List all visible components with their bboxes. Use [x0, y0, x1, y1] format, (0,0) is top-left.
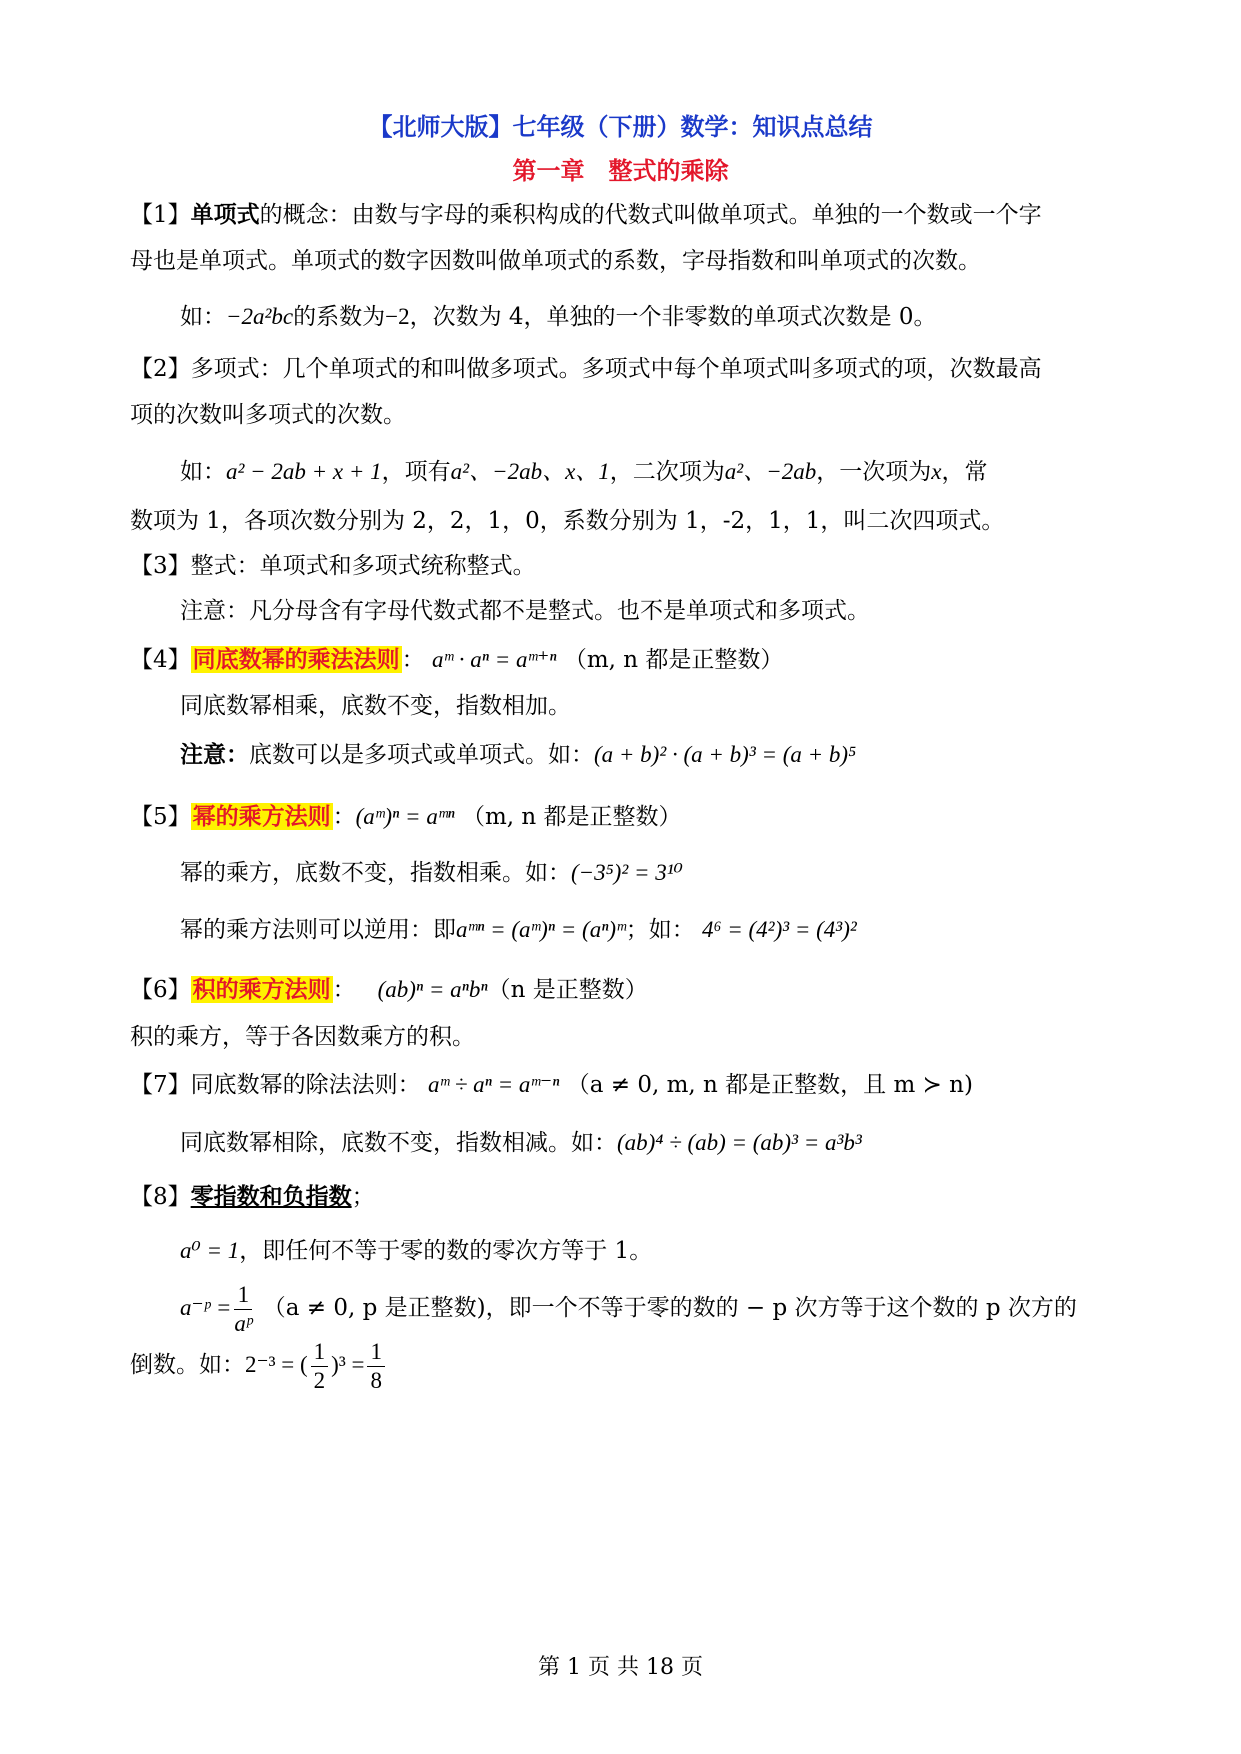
s2-line2: 项的次数叫多项式的次数。	[130, 402, 406, 428]
s8-negative-denominator: aᵖ	[234, 1310, 253, 1336]
s8-negative-text: （a ≠ 0, p 是正整数)，即一个不等于零的数的 − p 次方等于这个数的 p 次方的	[262, 1295, 1077, 1321]
s5-inverse-expr: aᵐⁿ = (aᵐ)ⁿ = (aⁿ)ᵐ	[456, 917, 626, 942]
s1-number: 【1】	[130, 202, 191, 228]
page-title	[0, 112, 1241, 142]
s5-inverse-mid: ；如：	[625, 917, 695, 943]
s8-example-f1-den: 2	[313, 1367, 326, 1393]
s4-note-text: 底数可以是多项式或单项式。如：	[249, 742, 594, 768]
s2-number: 【2】	[130, 356, 191, 382]
s1-line1	[130, 200, 1042, 230]
s6-colon: ：	[332, 977, 356, 1003]
s8-negative-lhs: a⁻ᵖ =	[180, 1295, 232, 1320]
s3-line1	[130, 551, 536, 581]
s8-zero-expr: a⁰ = 1	[180, 1238, 240, 1263]
s8-example-fraction-1	[311, 1338, 329, 1395]
s6-number: 【6】	[130, 977, 191, 1003]
s1-line2: 母也是单项式。单项式的数字因数叫做单项式的系数，字母指数和叫单项式的次数。	[130, 248, 981, 274]
s4-note	[180, 740, 856, 770]
s7-desc-expr: (ab)⁴ ÷ (ab) = (ab)³ = a³b³	[617, 1130, 862, 1155]
s8-negative	[180, 1278, 1077, 1338]
s2-example-text1: ，项有	[381, 459, 451, 485]
s7-line1	[130, 1070, 973, 1100]
s4-formula: aᵐ · aⁿ = aᵐ⁺ⁿ	[431, 647, 557, 672]
s2-line4: 数项为 1，各项次数分别为 2，2，1，0，系数分别为 1，-2，1，1，叫二次四项式。	[130, 508, 1005, 534]
s2-example-text4: ，常	[941, 459, 988, 485]
s5-inverse-example: 4⁶ = (4²)³ = (4³)²	[702, 917, 857, 942]
s2-example-linear: x	[931, 459, 942, 484]
s7-formula: aᵐ ÷ aⁿ = aᵐ⁻ⁿ	[427, 1072, 560, 1097]
s4-desc: 同底数幂相乘，底数不变，指数相加。	[180, 693, 571, 719]
s2-example-prefix: 如：	[180, 459, 226, 485]
s4-rule-highlight: 同底数幂的乘法法则	[192, 646, 400, 673]
s5-desc	[180, 858, 683, 888]
s2-example-text2: ，二次项为	[609, 459, 725, 485]
s6-condition: （n 是正整数）	[487, 977, 648, 1003]
s8-last-text: 倒数。如：	[130, 1352, 245, 1378]
s8-example-lhs: 2⁻³ = (	[245, 1352, 308, 1377]
s8-semicolon: ；	[351, 1184, 375, 1210]
page-footer: 第 1 页 共 18 页	[538, 1655, 703, 1680]
s5-number: 【5】	[130, 804, 191, 830]
s8-line1	[130, 1182, 375, 1212]
s8-last	[130, 1335, 388, 1395]
s5-rule-highlight: 幂的乘方法则	[192, 803, 331, 830]
s5-condition: （m, n 都是正整数）	[461, 804, 682, 830]
s8-number: 【8】	[130, 1184, 191, 1210]
s6-line1	[130, 975, 648, 1005]
s5-colon: ：	[332, 804, 356, 830]
s1-example-coef: −2	[385, 304, 410, 329]
s4-colon: ：	[401, 647, 425, 673]
s3-line1-text: 整式：单项式和多项式统称整式。	[190, 553, 536, 579]
s1-example-expr: −2a²bc	[226, 304, 294, 329]
s8-negative-fraction	[234, 1281, 252, 1338]
s7-number: 【7】	[130, 1072, 191, 1098]
s5-desc-text: 幂的乘方，底数不变，指数相乘。如：	[180, 860, 571, 886]
s7-rule: 同底数幂的除法法则：	[190, 1072, 421, 1098]
s8-example-fraction-2	[367, 1338, 385, 1395]
s4-note-expr: (a + b)² · (a + b)³ = (a + b)⁵	[594, 742, 857, 767]
s4-number: 【4】	[130, 647, 191, 673]
s2-example-quadratic: a²、−2ab	[724, 459, 817, 484]
s5-formula: (aᵐ)ⁿ = aᵐⁿ	[355, 804, 455, 829]
s5-line1	[130, 802, 682, 832]
s4-line1	[130, 645, 783, 675]
s5-inverse-text: 幂的乘方法则可以逆用：即	[180, 917, 456, 943]
s5-desc-expr: (−3⁵)² = 3¹⁰	[571, 860, 683, 885]
chapter-title: 第一章 整式的乘除	[512, 156, 729, 185]
s2-example-terms: a²、−2ab、x、1	[450, 459, 610, 484]
s2-example-text3: ，一次项为	[816, 459, 932, 485]
s5-inverse	[180, 915, 857, 945]
s8-zero-text: ，即任何不等于零的数的零次方等于 1。	[239, 1238, 653, 1264]
s2-line1-text: 多项式：几个单项式的和叫做多项式。多项式中每个单项式叫多项式的项，次数最高	[190, 356, 1042, 382]
s6-rule-highlight: 积的乘方法则	[192, 976, 331, 1003]
s8-rule: 零指数和负指数	[190, 1183, 352, 1210]
title-bracket: 【北师大版】	[368, 112, 513, 141]
s4-condition: （m, n 都是正整数）	[563, 647, 784, 673]
s8-negative-numerator: 1	[234, 1281, 252, 1310]
s2-example-expr: a² − 2ab + x + 1	[226, 459, 382, 484]
s8-example-f2-num: 1	[367, 1338, 385, 1367]
s7-desc-text: 同底数幂相除，底数不变，指数相减。如：	[180, 1130, 617, 1156]
s7-desc	[180, 1128, 862, 1158]
title-text: 七年级（下册）数学：知识点总结	[512, 112, 873, 141]
s1-example-text1: 的系数为	[293, 304, 386, 330]
s1-example-prefix: 如：	[180, 304, 226, 330]
s1-term: 单项式	[190, 201, 260, 228]
s2-line1	[130, 354, 1042, 384]
s3-number: 【3】	[130, 553, 191, 579]
s8-example-f1-num: 1	[311, 1338, 329, 1367]
s4-note-label: 注意：	[180, 741, 249, 768]
s1-example-text2: ，次数为 4，单独的一个非零数的单项式次数是 0。	[409, 304, 937, 330]
s6-desc: 积的乘方，等于各因数乘方的积。	[130, 1024, 475, 1050]
s8-example-mid: )³ =	[331, 1352, 365, 1377]
s1-line1-text: 的概念：由数与字母的乘积构成的代数式叫做单项式。单独的一个数或一个字	[259, 202, 1042, 228]
s6-formula: (ab)ⁿ = aⁿbⁿ	[377, 977, 488, 1002]
s8-example-f2-den: 8	[370, 1367, 382, 1393]
s8-zero	[180, 1236, 652, 1266]
s2-example	[180, 457, 987, 487]
s1-example	[180, 302, 937, 332]
s3-note: 注意：凡分母含有字母代数式都不是整式。也不是单项式和多项式。	[180, 598, 870, 624]
s7-condition: （a ≠ 0, m, n 都是正整数，且 m ≻ n)	[566, 1072, 973, 1098]
